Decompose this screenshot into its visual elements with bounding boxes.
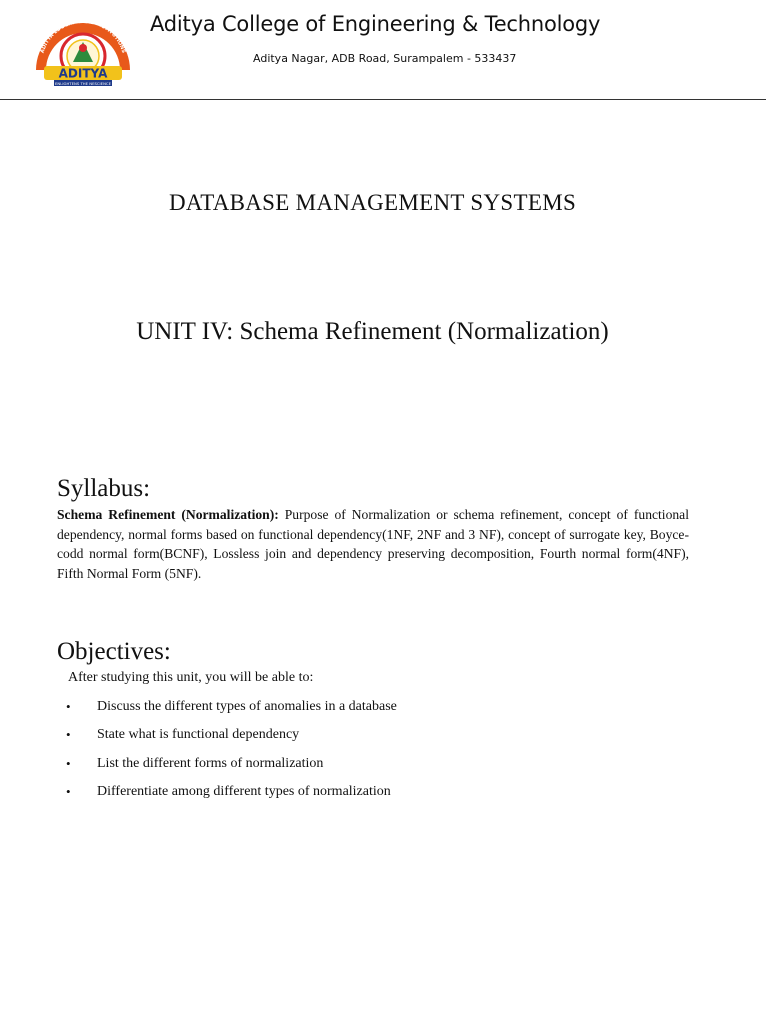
objectives-list (66, 698, 666, 811)
syllabus-body: Purpose of Normalization or schema refinement, concept of functional dependency, normal forms based on functional dependency(1NF, 2NF and 3 NF), concept of surrogate key, Boyce-codd normal form(BCNF), Lossless join and dependency preserving decomposition, Fourth normal form(4NF), Fifth Normal Form (5NF). (57, 507, 689, 581)
syllabus-lead: Schema Refinement (Normalization): (57, 507, 279, 522)
objective-text: List the different forms of normalization (97, 755, 324, 771)
bullet-icon: • (66, 727, 71, 743)
college-logo-icon (30, 12, 136, 88)
bullet-icon: • (66, 699, 71, 714)
list-item (66, 726, 666, 754)
list-item (66, 755, 666, 783)
college-address: Aditya Nagar, ADB Road, Surampalem - 533437 (253, 52, 517, 65)
objective-text: Differentiate among different types of normalization (97, 783, 391, 799)
svg-text:ENLIGHTENS THE NESCIENCE: ENLIGHTENS THE NESCIENCE (55, 80, 111, 86)
objective-text: Discuss the different types of anomalies in a database (97, 699, 397, 714)
svg-text:ADITYA: ADITYA (58, 66, 108, 81)
list-item (66, 698, 666, 726)
document-title: DATABASE MANAGEMENT SYSTEMS (168, 190, 577, 215)
objectives-heading: Objectives: (57, 638, 171, 665)
syllabus-heading: Syllabus: (57, 475, 151, 502)
list-item (66, 783, 666, 811)
header-divider (0, 99, 766, 100)
svg-text:ADITYA EDUCATIONAL INSTITUTION: ADITYA EDUCATIONAL INSTITUTIONS (39, 18, 127, 54)
bullet-icon: • (66, 783, 71, 799)
page-header (0, 0, 768, 100)
unit-title: UNIT IV: Schema Refinement (Normalization) (136, 318, 609, 345)
objectives-intro: After studying this unit, you will be able to: (68, 670, 314, 685)
objective-text: State what is functional dependency (97, 727, 300, 743)
syllabus-paragraph (57, 505, 689, 583)
college-name: Aditya College of Engineering & Technology (150, 12, 601, 36)
bullet-icon: • (66, 755, 71, 771)
